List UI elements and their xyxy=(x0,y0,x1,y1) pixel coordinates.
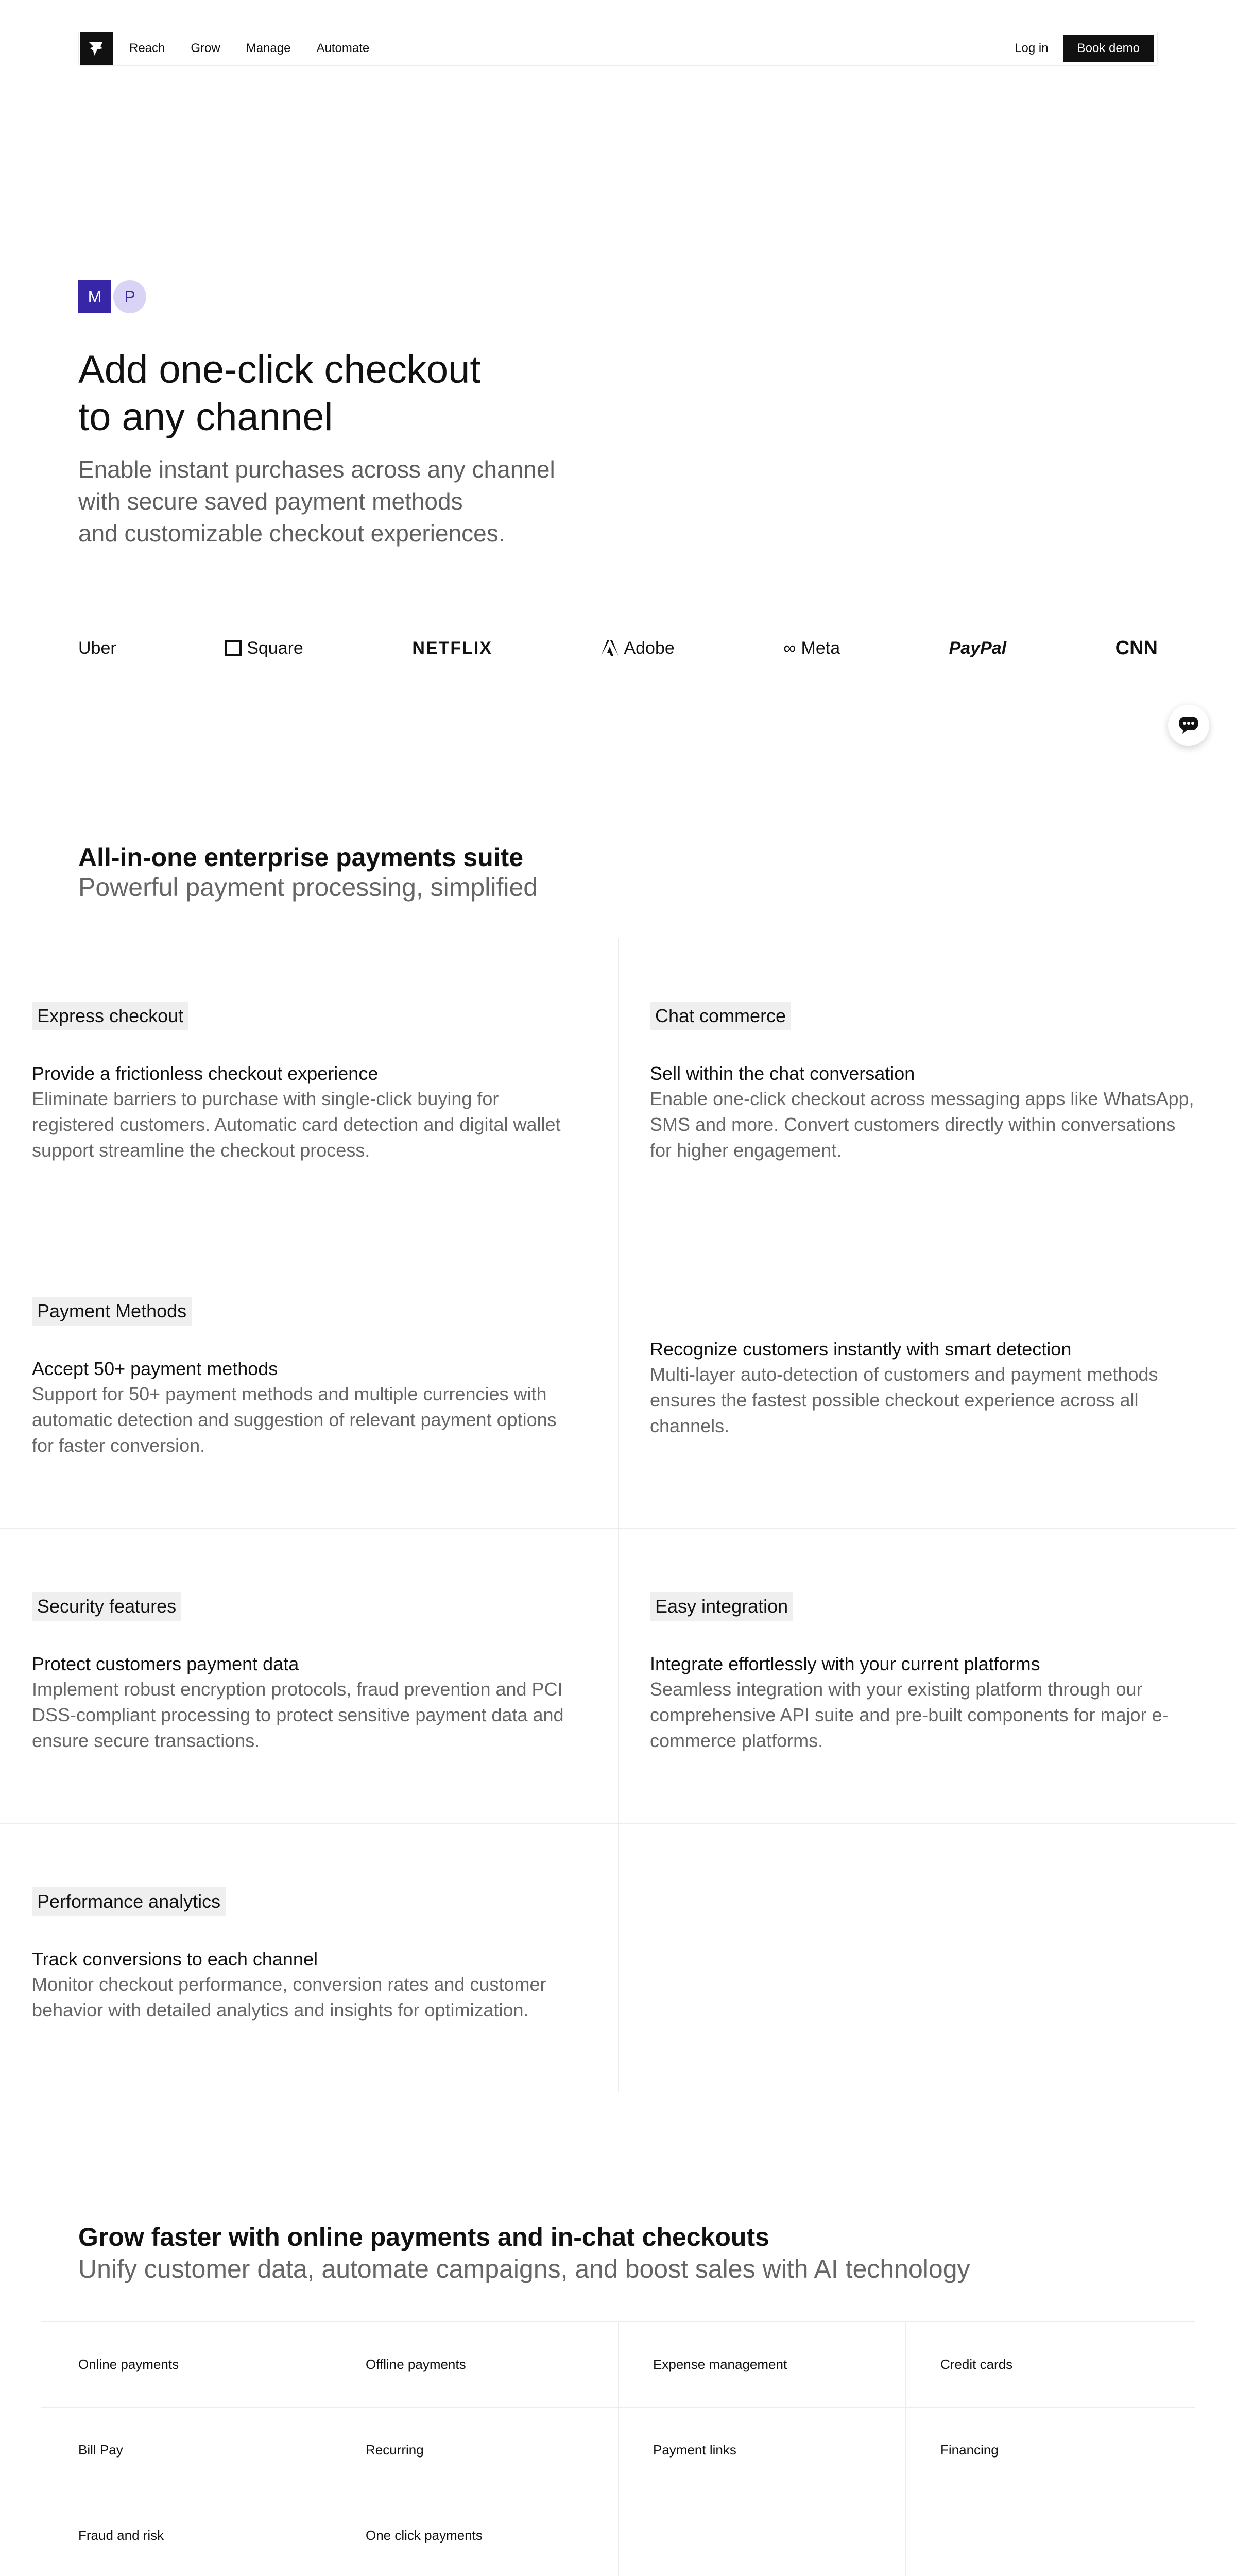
feature-body: Monitor checkout performance, conversion rates and customer behavior with detailed analytics and insights for optimization. xyxy=(32,1974,546,2021)
feature-card xyxy=(650,1592,1196,1754)
bird-logo[interactable] xyxy=(80,32,113,65)
category-link[interactable]: Credit cards xyxy=(940,2357,1013,2372)
divider xyxy=(618,938,619,2092)
nav-item-manage[interactable]: Manage xyxy=(246,41,291,55)
meta-logo xyxy=(783,638,840,658)
chat-bubble-icon xyxy=(1178,716,1199,735)
uber-logo xyxy=(78,638,116,658)
feature-body: Implement robust encryption protocols, fraud prevention and PCI DSS-compliant processing to protect sensitive payment data and ensure secure transactions. xyxy=(32,1679,564,1751)
meta-infinity-icon: ∞ xyxy=(783,638,796,658)
feature-heading: Recognize customers instantly with smart detection xyxy=(650,1338,1072,1360)
netflix-logo xyxy=(412,638,492,658)
feature-tag: Express checkout xyxy=(32,1002,188,1030)
adobe-icon xyxy=(601,640,619,656)
divider xyxy=(618,2321,619,2576)
feature-heading: Track conversions to each channel xyxy=(32,1948,318,1970)
category-link[interactable]: Financing xyxy=(940,2442,999,2458)
customer-logos xyxy=(78,633,1158,664)
manage-badge: M xyxy=(78,280,111,313)
feature-tag: Performance analytics xyxy=(32,1887,226,1916)
feature-card xyxy=(650,1002,1196,1163)
category-link[interactable]: One click payments xyxy=(366,2528,483,2543)
category-link[interactable]: Online payments xyxy=(78,2357,179,2372)
grow-title: Grow faster with online payments and in-chat checkouts xyxy=(78,2223,769,2251)
nav-actions xyxy=(1000,31,1157,65)
feature-body: Seamless integration with your existing platform through our comprehensive API suite and pre-built components for major e-commerce platforms. xyxy=(650,1679,1169,1751)
hero-title: Add one-click checkout to any channel xyxy=(78,348,481,439)
paypal-logo-text: PayPal xyxy=(949,638,1007,658)
category-link[interactable]: Bill Pay xyxy=(78,2442,123,2458)
category-link[interactable]: Expense management xyxy=(653,2357,787,2372)
feature-heading: Provide a frictionless checkout experience xyxy=(32,1063,379,1084)
nav-menu xyxy=(129,31,369,65)
feature-heading: Protect customers payment data xyxy=(32,1653,299,1674)
feature-tag: Payment Methods xyxy=(32,1297,192,1326)
nav-item-grow[interactable]: Grow xyxy=(191,41,220,55)
login-link[interactable]: Log in xyxy=(1000,31,1062,65)
netflix-logo-text: NETFLIX xyxy=(412,638,492,658)
bird-logo-icon xyxy=(87,39,106,58)
cnn-logo-text: CNN xyxy=(1115,637,1158,659)
grow-subtitle: Unify customer data, automate campaigns, and boost sales with AI technology xyxy=(78,2255,970,2283)
feature-heading: Accept 50+ payment methods xyxy=(32,1358,278,1379)
square-logo-text: Square xyxy=(247,638,303,658)
hero-badges xyxy=(78,280,146,313)
feature-body: Eliminate barriers to purchase with single-click buying for registered customers. Automatic card detection and digital wallet support streamline the checkout process. xyxy=(32,1088,561,1161)
meta-logo-text: Meta xyxy=(801,638,840,658)
feature-heading: Sell within the chat conversation xyxy=(650,1063,915,1084)
feature-body: Multi-layer auto-detection of customers and payment methods ensures the fastest possible checkout experience across all channels. xyxy=(650,1364,1158,1436)
nav-item-reach[interactable]: Reach xyxy=(129,41,165,55)
adobe-logo xyxy=(601,638,674,658)
feature-tag: Chat commerce xyxy=(650,1002,791,1030)
top-nav xyxy=(78,31,1158,66)
square-logo xyxy=(225,638,303,658)
feature-body: Support for 50+ payment methods and multiple currencies with automatic detection and suggestion of relevant payment options for faster conversion. xyxy=(32,1383,557,1456)
feature-card xyxy=(32,1592,578,1754)
feature-card xyxy=(32,1002,578,1163)
feature-card xyxy=(650,1297,1196,1439)
paypal-logo xyxy=(949,638,1007,658)
category-link[interactable]: Recurring xyxy=(366,2442,424,2458)
feature-tag: Easy integration xyxy=(650,1592,793,1621)
feature-body: Enable one-click checkout across messaging apps like WhatsApp, SMS and more. Convert customers directly within conversations for higher engagement. xyxy=(650,1088,1194,1161)
feature-tag: Security features xyxy=(32,1592,181,1621)
category-link[interactable]: Offline payments xyxy=(366,2357,466,2372)
hero-subtitle: Enable instant purchases across any channel with secure saved payment methods and customizable checkout experiences. xyxy=(78,456,555,547)
suite-subtitle: Powerful payment processing, simplified xyxy=(78,873,538,902)
category-link[interactable]: Payment links xyxy=(653,2442,736,2458)
suite-title: All-in-one enterprise payments suite xyxy=(78,843,524,872)
feature-card xyxy=(32,1887,578,2023)
square-icon xyxy=(225,640,242,656)
nav-item-automate[interactable]: Automate xyxy=(316,41,370,55)
category-link[interactable]: Fraud and risk xyxy=(78,2528,164,2543)
adobe-logo-text: Adobe xyxy=(624,638,675,658)
uber-logo-text: Uber xyxy=(78,638,116,658)
feature-heading: Integrate effortlessly with your current platforms xyxy=(650,1653,1040,1674)
cnn-logo xyxy=(1115,637,1158,659)
book-demo-button[interactable]: Book demo xyxy=(1063,35,1154,62)
divider xyxy=(905,2321,906,2576)
feature-card xyxy=(32,1297,578,1459)
payments-badge: P xyxy=(113,280,146,313)
chat-widget-button[interactable] xyxy=(1168,705,1209,746)
